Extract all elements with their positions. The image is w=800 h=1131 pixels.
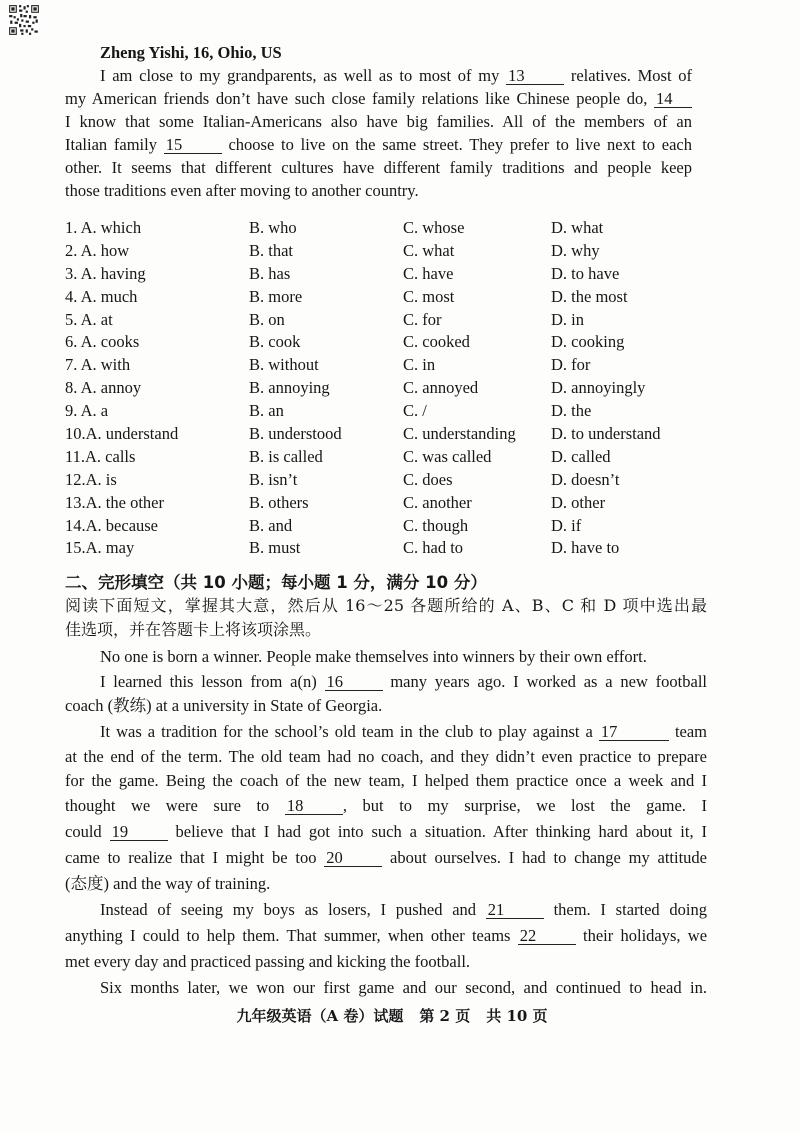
option-a: 7. A. with	[65, 355, 131, 375]
line-text: thought we were sure to	[65, 796, 270, 815]
option-row-9	[0, 400, 800, 423]
option-c: C. in	[403, 355, 436, 375]
line-text: my American friends don’t have such close family relations like Chinese people do,	[65, 89, 648, 108]
line-text: anything I could to help them. That summer, when other teams	[65, 926, 511, 945]
option-row-6	[0, 331, 800, 354]
answer-blank-14: 14	[654, 90, 692, 108]
line-text: Italian family	[65, 135, 157, 154]
option-b: B. others	[249, 492, 309, 512]
option-c: C. have	[403, 263, 454, 283]
option-b: B. is called	[249, 446, 323, 466]
option-row-10	[0, 423, 800, 446]
passage-line	[65, 950, 707, 974]
option-c: C. whose	[403, 218, 465, 237]
option-a: 10.A. understand	[65, 424, 179, 444]
option-row-11	[0, 446, 800, 469]
line-text: for the game. Being the coach of the new team, I helped them practice once a week and I	[65, 771, 707, 790]
option-row-2	[0, 240, 800, 263]
option-d: D. have to	[551, 538, 620, 558]
passage-line	[65, 898, 707, 922]
line-text: came to realize that I might be too	[65, 848, 317, 867]
option-c: C. /	[403, 401, 427, 421]
option-row-14	[0, 515, 800, 538]
answer-blank-21: 21	[486, 901, 544, 919]
answer-blank-19: 19	[110, 823, 168, 841]
answer-blank-18: 18	[285, 797, 343, 815]
line-text: them. I started doing	[553, 900, 708, 919]
passage-line	[65, 745, 707, 769]
answer-blank-15: 15	[164, 136, 222, 154]
passage-line	[65, 694, 707, 718]
footer-page-total: 共 10 页	[486, 1007, 548, 1025]
option-a: 3. A. having	[65, 263, 146, 283]
passage-line	[65, 794, 707, 818]
page-footer	[0, 1005, 784, 1027]
option-b: B. who	[249, 218, 297, 237]
option-a: 2. A. how	[65, 240, 130, 260]
passage-line	[65, 133, 692, 156]
line-text: It was a tradition for the school’s old team in the club to play against a	[100, 722, 593, 741]
option-b: B. more	[249, 286, 303, 306]
option-row-8	[0, 377, 800, 400]
option-d: D. in	[551, 309, 584, 329]
footer-page-number: 第 2 页	[419, 1007, 471, 1025]
line-text: I learned this lesson from a(n)	[100, 672, 317, 691]
line-text: coach (教练) at a university in State of Georgia.	[65, 696, 383, 715]
passage-line	[65, 87, 692, 110]
line-text: relatives. Most of	[570, 66, 693, 85]
instruction-line: 佳选项，并在答题卡上将该项涂黑。	[65, 620, 322, 639]
instruction-line: 阅读下面短文，掌握其大意，然后从 16～25 各题所给的 A、B、C 和 D 项中选出最	[65, 596, 707, 615]
option-row-5	[0, 309, 800, 332]
answer-blank-17: 17	[599, 723, 669, 741]
section-heading: 二、完形填空（共 10 小题；每小题 1 分，满分 10 分）	[65, 573, 487, 592]
option-d: D. called	[551, 446, 611, 466]
option-c: C. annoyed	[403, 378, 479, 398]
option-a: 11.A. calls	[65, 446, 136, 466]
option-b: B. without	[249, 355, 319, 375]
passage-line	[65, 924, 707, 948]
option-c: C. was called	[403, 446, 492, 466]
options-table	[0, 217, 800, 560]
option-a: 9. A. a	[65, 401, 109, 421]
qr-code-icon	[8, 4, 40, 36]
option-c: C. for	[403, 309, 442, 329]
passage-line	[65, 976, 707, 1000]
line-text: other. It seems that different cultures have different family traditions and people keep	[65, 158, 692, 177]
line-text: met every day and practiced passing and kicking the football.	[65, 952, 471, 971]
option-b: B. and	[249, 515, 293, 535]
line-text: I am close to my grandparents, as well as to most of my	[100, 66, 500, 85]
line-text: those traditions even after moving to another country.	[65, 181, 419, 200]
answer-blank-20: 20	[324, 849, 382, 867]
line-text: could	[65, 822, 102, 841]
option-a: 5. A. at	[65, 309, 113, 329]
option-d: D. why	[551, 240, 600, 260]
line-text: about ourselves. I had to change my attitude	[390, 848, 708, 867]
answer-blank-22: 22	[518, 927, 576, 945]
option-a: 12.A. is	[65, 469, 117, 489]
option-c: C. does	[403, 469, 453, 489]
line-text: their holidays, we	[583, 926, 708, 945]
option-b: B. understood	[249, 424, 342, 444]
line-text: I know that some Italian-Americans also have big families. All of the members of an	[65, 112, 692, 131]
option-a: 1. A. which	[65, 218, 142, 237]
option-d: D. for	[551, 355, 591, 375]
option-d: D. to understand	[551, 424, 661, 444]
option-d: D. the	[551, 401, 592, 421]
option-a: 4. A. much	[65, 286, 138, 306]
passage-line	[65, 179, 692, 202]
passage-line	[65, 720, 707, 744]
option-c: C. had to	[403, 538, 464, 558]
option-row-12	[0, 469, 800, 492]
line-text: believe that I had got into such a situation. After thinking hard about it, I	[175, 822, 707, 841]
option-d: D. to have	[551, 263, 620, 283]
option-a: 15.A. may	[65, 538, 135, 558]
line-text: Six months later, we won our first game and our second, and continued to head in.	[100, 978, 707, 997]
option-c: C. another	[403, 492, 472, 512]
option-d: D. the most	[551, 286, 628, 306]
passage-line	[65, 846, 707, 870]
option-row-15	[0, 537, 800, 560]
line-text: team	[674, 722, 708, 741]
option-a: 6. A. cooks	[65, 332, 140, 352]
option-c: C. cooked	[403, 332, 470, 352]
option-b: B. isn’t	[249, 469, 298, 489]
option-a: 13.A. the other	[65, 492, 164, 512]
option-a: 8. A. annoy	[65, 378, 142, 398]
passage-byline: Zheng Yishi, 16, Ohio, US	[100, 43, 282, 62]
passage-line	[65, 670, 707, 694]
option-c: C. though	[403, 515, 469, 535]
option-c: C. understanding	[403, 424, 516, 444]
passage-line	[65, 820, 707, 844]
passage-line	[65, 156, 692, 179]
passage-line	[65, 769, 707, 793]
option-b: B. annoying	[249, 378, 330, 398]
option-c: C. what	[403, 240, 455, 260]
passage-line	[65, 872, 707, 896]
option-b: B. has	[249, 263, 291, 283]
line-text: at the end of the term. The old team had no coach, and they didn’t even practice to prepare	[65, 747, 707, 766]
option-row-7	[0, 354, 800, 377]
option-row-3	[0, 263, 800, 286]
option-d: D. cooking	[551, 332, 625, 352]
option-d: D. if	[551, 515, 582, 535]
line-text: many years ago. I worked as a new football	[390, 672, 707, 691]
option-b: B. on	[249, 309, 285, 329]
passage-line	[65, 64, 692, 87]
line-text: , but to my surprise, we lost the game. I	[342, 796, 707, 815]
option-d: D. other	[551, 492, 606, 512]
passage-intro: No one is born a winner. People make themselves into winners by their own effort.	[100, 647, 647, 666]
answer-blank-13: 13	[506, 67, 564, 85]
option-d: D. what	[551, 218, 604, 237]
option-b: B. that	[249, 240, 293, 260]
option-a: 14.A. because	[65, 515, 159, 535]
footer-title: 九年级英语（A 卷）试题	[236, 1007, 404, 1025]
option-d: D. doesn’t	[551, 469, 620, 489]
line-text: Instead of seeing my boys as losers, I pushed and	[100, 900, 477, 919]
passage-line	[65, 110, 692, 133]
line-text: choose to live on the same street. They prefer to live next to each	[228, 135, 693, 154]
option-row-13	[0, 492, 800, 515]
line-text: (态度) and the way of training.	[65, 874, 271, 893]
option-row-4	[0, 286, 800, 309]
option-b: B. must	[249, 538, 301, 558]
answer-blank-16: 16	[325, 673, 383, 691]
option-c: C. most	[403, 286, 455, 306]
option-b: B. cook	[249, 332, 301, 352]
option-b: B. an	[249, 401, 284, 421]
option-d: D. annoyingly	[551, 378, 646, 398]
option-row-1	[0, 217, 800, 240]
